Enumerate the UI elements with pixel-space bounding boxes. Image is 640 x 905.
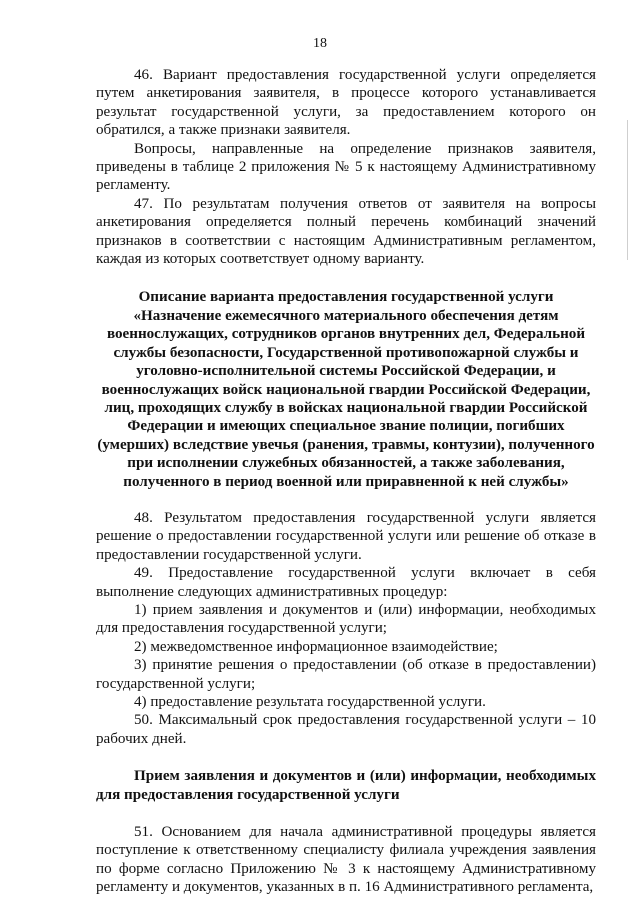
scan-margin-line [627, 120, 628, 260]
paragraph-46: 46. Вариант предоставления государственной услуги определяется путем анкетирования заявителя, в процессе которого устанавливается результат государственной услуги, за предоставлением которого он обратился, а также признаки заявителя. [96, 67, 596, 139]
paragraph-49: 49. Предоставление государственной услуги включает в себя выполнение следующих административных процедур: [96, 565, 596, 600]
page-number: 18 [313, 36, 327, 51]
list-item-4: 4) предоставление результата государственной услуги. [134, 694, 486, 710]
list-item-1: 1) прием заявления и документов и (или) информации, необходимых для предоставления государственной услуги; [96, 601, 596, 637]
paragraph-questions: Вопросы, направленные на определение признаков заявителя, приведены в таблице 2 приложения № 5 к настоящему Административному регламенту. [96, 140, 596, 194]
list-item-2: 2) межведомственное информационное взаимодействие; [134, 638, 498, 655]
section-heading-reception: Прием заявления и документов и (или) информации, необходимых для предоставления государственной услуги [96, 768, 596, 803]
paragraph-48: 48. Результатом предоставления государственной услуги является решение о предоставлении государственной услуги или решение об отказе в предоставлении государственной услуги. [96, 509, 596, 563]
paragraph-51: 51. Основанием для начала административной процедуры является поступление к ответственному специалисту филиала учреждения заявления по форме согласно Приложению № 3 к настоящему Административному регламенту и документов, указанных в п. 16 Административного регламента, [96, 824, 596, 896]
paragraph-47: 47. По результатам получения ответов от заявителя на вопросы анкетирования определяется полный перечень комбинаций значений признаков в соответствии с настоящим Административным регламентом, каждая из которых соответствует одному варианту. [96, 195, 596, 268]
section-heading-variant: Описание варианта предоставления государственной услуги «Назначение ежемесячного материального обеспечения детям военнослужащих, сотрудников органов внутренних дел, Федеральной службы безопасности, Государственной противопожарной службы и уголовно-исполнительной системы Российской Федерации, и военнослужащих войск национальной гвардии Российской Федерации, лиц, проходящих службу в войсках национальной гвардии Российской Федерации и имеющих специальное звание полиции, погибших (умерших) вследствие увечья (ранения, травмы, контузии), полученного при исполнении служебных обязанностей, а также заболевания, полученного в период военной или приравненной к ней службы» [97, 289, 595, 490]
list-item-3: 3) принятие решения о предоставлении (об отказе в предоставлении) государственной услуги; [96, 657, 596, 692]
document-body [96, 66, 596, 897]
paragraph-50: 50. Максимальный срок предоставления государственной услуги – 10 рабочих дней. [96, 712, 596, 747]
